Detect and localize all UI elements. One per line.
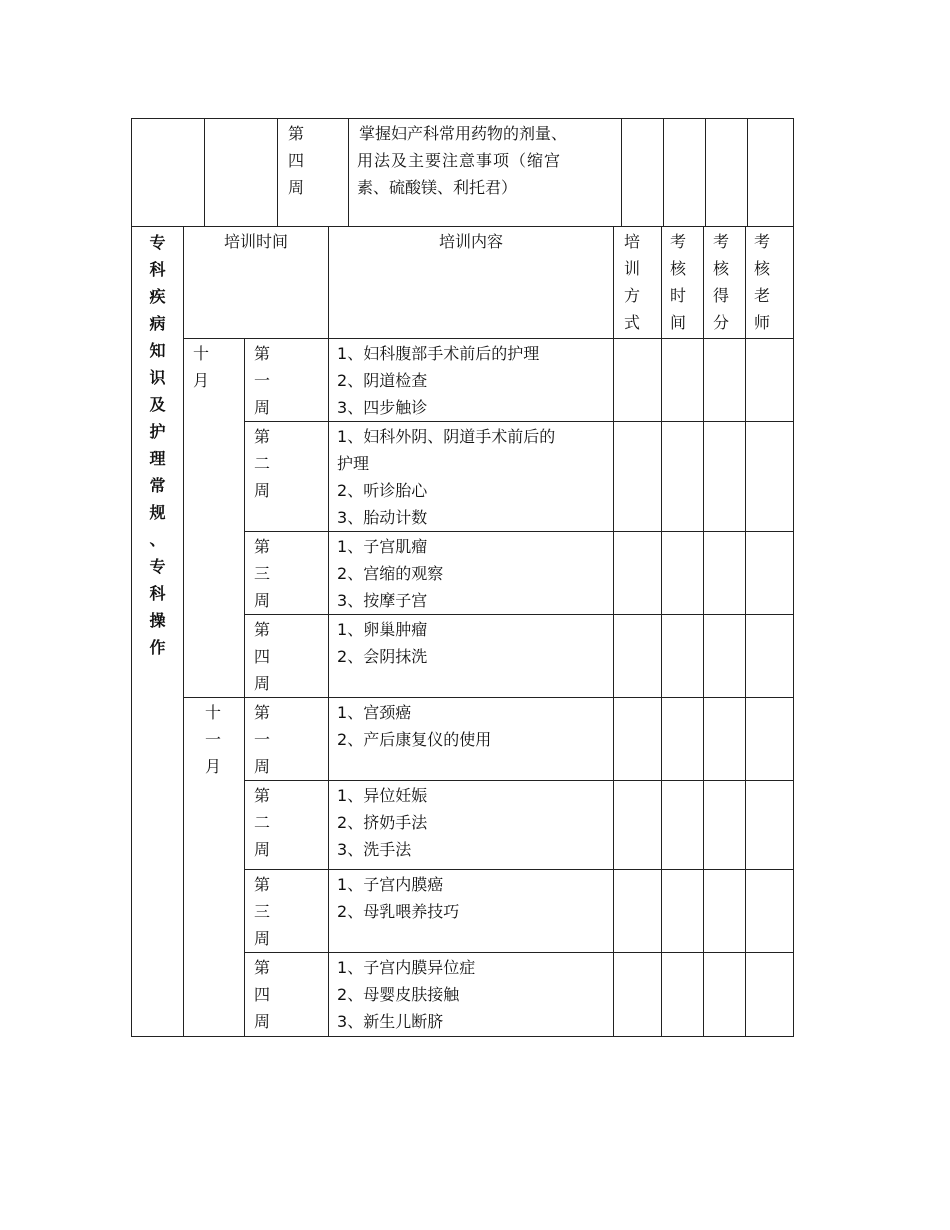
empty-cell bbox=[614, 532, 662, 615]
empty-cell bbox=[704, 870, 746, 953]
header-row bbox=[132, 227, 794, 339]
text-line: 得 bbox=[713, 286, 730, 305]
text-line: 第 bbox=[254, 537, 271, 556]
training-content-cell bbox=[329, 698, 614, 781]
empty-cell bbox=[614, 422, 662, 532]
text-line: 间 bbox=[670, 313, 687, 332]
text-line: 第 bbox=[254, 703, 271, 722]
section-label bbox=[132, 227, 184, 1037]
text-line: 1、妇科外阴、阴道手术前后的 bbox=[337, 427, 556, 446]
empty-cell bbox=[746, 781, 794, 870]
text-line: 1、卵巢肿瘤 bbox=[337, 620, 428, 639]
text-line: 第 bbox=[254, 875, 271, 894]
text-line: 考 bbox=[754, 232, 771, 251]
text-line: 四 bbox=[254, 647, 271, 666]
text-line: 核 bbox=[713, 259, 730, 278]
empty-cell bbox=[662, 870, 704, 953]
text-line: 专 bbox=[149, 233, 166, 252]
training-schedule-table bbox=[131, 226, 794, 1037]
training-content-cell bbox=[329, 781, 614, 870]
table-row bbox=[132, 698, 794, 781]
empty-cell bbox=[132, 119, 205, 227]
text-line: 师 bbox=[754, 313, 771, 332]
text-line: 2、会阴抹洗 bbox=[337, 647, 428, 666]
empty-cell bbox=[746, 615, 794, 698]
text-line: 作 bbox=[149, 638, 166, 657]
empty-cell bbox=[704, 615, 746, 698]
text-line: 核 bbox=[670, 259, 687, 278]
text-line: 二 bbox=[254, 454, 271, 473]
text-line: 方 bbox=[624, 286, 641, 305]
text-line: 第 bbox=[254, 958, 271, 977]
text-line: 病 bbox=[149, 314, 166, 333]
text-line: 1、妇科腹部手术前后的护理 bbox=[337, 344, 540, 363]
empty-cell bbox=[704, 781, 746, 870]
text-line: 操 bbox=[149, 611, 166, 630]
top-fragment-table bbox=[131, 118, 794, 227]
empty-cell bbox=[662, 422, 704, 532]
week-label bbox=[278, 119, 349, 227]
empty-cell bbox=[746, 870, 794, 953]
text-line: 周 bbox=[254, 674, 271, 693]
text-line: 1、宫颈癌 bbox=[337, 703, 412, 722]
week-label bbox=[245, 422, 329, 532]
header-training-time: 培训时间 bbox=[184, 227, 329, 339]
week-label bbox=[245, 953, 329, 1037]
text-line: 老 bbox=[754, 286, 771, 305]
empty-cell bbox=[205, 119, 278, 227]
training-content-cell bbox=[329, 339, 614, 422]
empty-cell bbox=[662, 615, 704, 698]
text-line: 1、异位妊娠 bbox=[337, 786, 428, 805]
text-line: 第 bbox=[254, 786, 271, 805]
empty-cell bbox=[614, 781, 662, 870]
text-line: 3、按摩子宫 bbox=[337, 591, 428, 610]
text-line: 周 bbox=[254, 840, 271, 859]
header-exam-time bbox=[662, 227, 704, 339]
empty-cell bbox=[662, 781, 704, 870]
empty-cell bbox=[662, 339, 704, 422]
week-char: 第 bbox=[288, 124, 305, 143]
training-content-cell bbox=[329, 870, 614, 953]
empty-cell bbox=[614, 870, 662, 953]
month-label bbox=[184, 698, 245, 1037]
text-line: 二 bbox=[254, 813, 271, 832]
empty-cell bbox=[614, 339, 662, 422]
text-line: 周 bbox=[254, 481, 271, 500]
week-label bbox=[245, 532, 329, 615]
text-line: 3、新生儿断脐 bbox=[337, 1012, 444, 1031]
week-label bbox=[245, 339, 329, 422]
week-label bbox=[245, 781, 329, 870]
empty-cell bbox=[746, 698, 794, 781]
text-line: 2、母婴皮肤接触 bbox=[337, 985, 460, 1004]
month-label bbox=[184, 339, 245, 698]
text-line: 识 bbox=[149, 368, 166, 387]
text-line: 科 bbox=[149, 584, 166, 603]
empty-cell bbox=[704, 698, 746, 781]
text-line: 1、子宫内膜异位症 bbox=[337, 958, 476, 977]
empty-cell bbox=[704, 953, 746, 1037]
text-line: 3、洗手法 bbox=[337, 840, 412, 859]
empty-cell bbox=[746, 339, 794, 422]
text-line: 2、产后康复仪的使用 bbox=[337, 730, 492, 749]
text-line: 及 bbox=[149, 395, 166, 414]
empty-cell bbox=[614, 698, 662, 781]
text-line: 2、听诊胎心 bbox=[337, 481, 428, 500]
text-line: 规 bbox=[149, 503, 166, 522]
text-line: 月 bbox=[193, 371, 210, 390]
text-line: 2、母乳喂养技巧 bbox=[337, 902, 460, 921]
empty-cell bbox=[704, 339, 746, 422]
text-line: 知 bbox=[149, 341, 166, 360]
header-exam-teacher bbox=[746, 227, 794, 339]
text-line: 护 bbox=[149, 422, 166, 441]
empty-cell bbox=[746, 953, 794, 1037]
text-line: 时 bbox=[670, 286, 687, 305]
text-line: 周 bbox=[254, 591, 271, 610]
text-line: 三 bbox=[254, 564, 271, 583]
text-line: 考 bbox=[670, 232, 687, 251]
training-content-cell bbox=[349, 119, 622, 227]
empty-cell bbox=[746, 532, 794, 615]
header-training-method bbox=[614, 227, 662, 339]
training-content-cell bbox=[329, 953, 614, 1037]
text-line: 第 bbox=[254, 620, 271, 639]
empty-cell bbox=[704, 532, 746, 615]
empty-cell bbox=[662, 698, 704, 781]
training-content-cell bbox=[329, 532, 614, 615]
empty-cell bbox=[704, 422, 746, 532]
week-label bbox=[245, 870, 329, 953]
empty-cell bbox=[622, 119, 664, 227]
text-line: 核 bbox=[754, 259, 771, 278]
text-line: 1、子宫内膜癌 bbox=[337, 875, 444, 894]
text-line: 2、挤奶手法 bbox=[337, 813, 428, 832]
text-line: 理 bbox=[149, 449, 166, 468]
text-line: 3、四步触诊 bbox=[337, 398, 428, 417]
week-char: 四 bbox=[288, 151, 305, 170]
text-line: 周 bbox=[254, 1012, 271, 1031]
text-line: 周 bbox=[254, 757, 271, 776]
content-line: 素、硫酸镁、利托君） bbox=[357, 178, 518, 197]
text-line: 第 bbox=[254, 427, 271, 446]
header-training-content: 培训内容 bbox=[329, 227, 614, 339]
text-line: 月 bbox=[204, 757, 221, 776]
training-content-cell bbox=[329, 615, 614, 698]
text-line: 、 bbox=[149, 530, 166, 549]
text-line: 第 bbox=[254, 344, 271, 363]
text-line: 分 bbox=[713, 313, 730, 332]
text-line: 一 bbox=[204, 730, 221, 749]
empty-cell bbox=[748, 119, 794, 227]
text-line: 1、子宫肌瘤 bbox=[337, 537, 428, 556]
table-row bbox=[132, 339, 794, 422]
text-line: 式 bbox=[624, 313, 641, 332]
text-line: 培 bbox=[624, 232, 641, 251]
content-line: 掌握妇产科常用药物的剂量、 bbox=[359, 124, 568, 143]
empty-cell bbox=[664, 119, 706, 227]
text-line: 十 bbox=[193, 344, 210, 363]
text-line: 训 bbox=[624, 259, 641, 278]
text-line: 2、宫缩的观察 bbox=[337, 564, 444, 583]
text-line: 考 bbox=[713, 232, 730, 251]
text-line: 周 bbox=[254, 929, 271, 948]
empty-cell bbox=[746, 422, 794, 532]
text-line: 3、胎动计数 bbox=[337, 508, 428, 527]
week-label bbox=[245, 698, 329, 781]
empty-cell bbox=[662, 532, 704, 615]
header-exam-score bbox=[704, 227, 746, 339]
text-line: 2、阴道检查 bbox=[337, 371, 428, 390]
text-line: 十 bbox=[204, 703, 221, 722]
text-line: 常 bbox=[149, 476, 166, 495]
text-line: 疾 bbox=[149, 287, 166, 306]
text-line: 一 bbox=[254, 371, 271, 390]
text-line: 护理 bbox=[337, 454, 370, 473]
empty-cell bbox=[706, 119, 748, 227]
content-line: 用法及主要注意事项（缩宫 bbox=[357, 151, 562, 170]
text-line: 三 bbox=[254, 902, 271, 921]
empty-cell bbox=[614, 615, 662, 698]
training-content-cell bbox=[329, 422, 614, 532]
text-line: 周 bbox=[254, 398, 271, 417]
week-label bbox=[245, 615, 329, 698]
text-line: 科 bbox=[149, 260, 166, 279]
text-line: 四 bbox=[254, 985, 271, 1004]
empty-cell bbox=[614, 953, 662, 1037]
week-char: 周 bbox=[288, 178, 305, 197]
empty-cell bbox=[662, 953, 704, 1037]
text-line: 专 bbox=[149, 557, 166, 576]
text-line: 一 bbox=[254, 730, 271, 749]
